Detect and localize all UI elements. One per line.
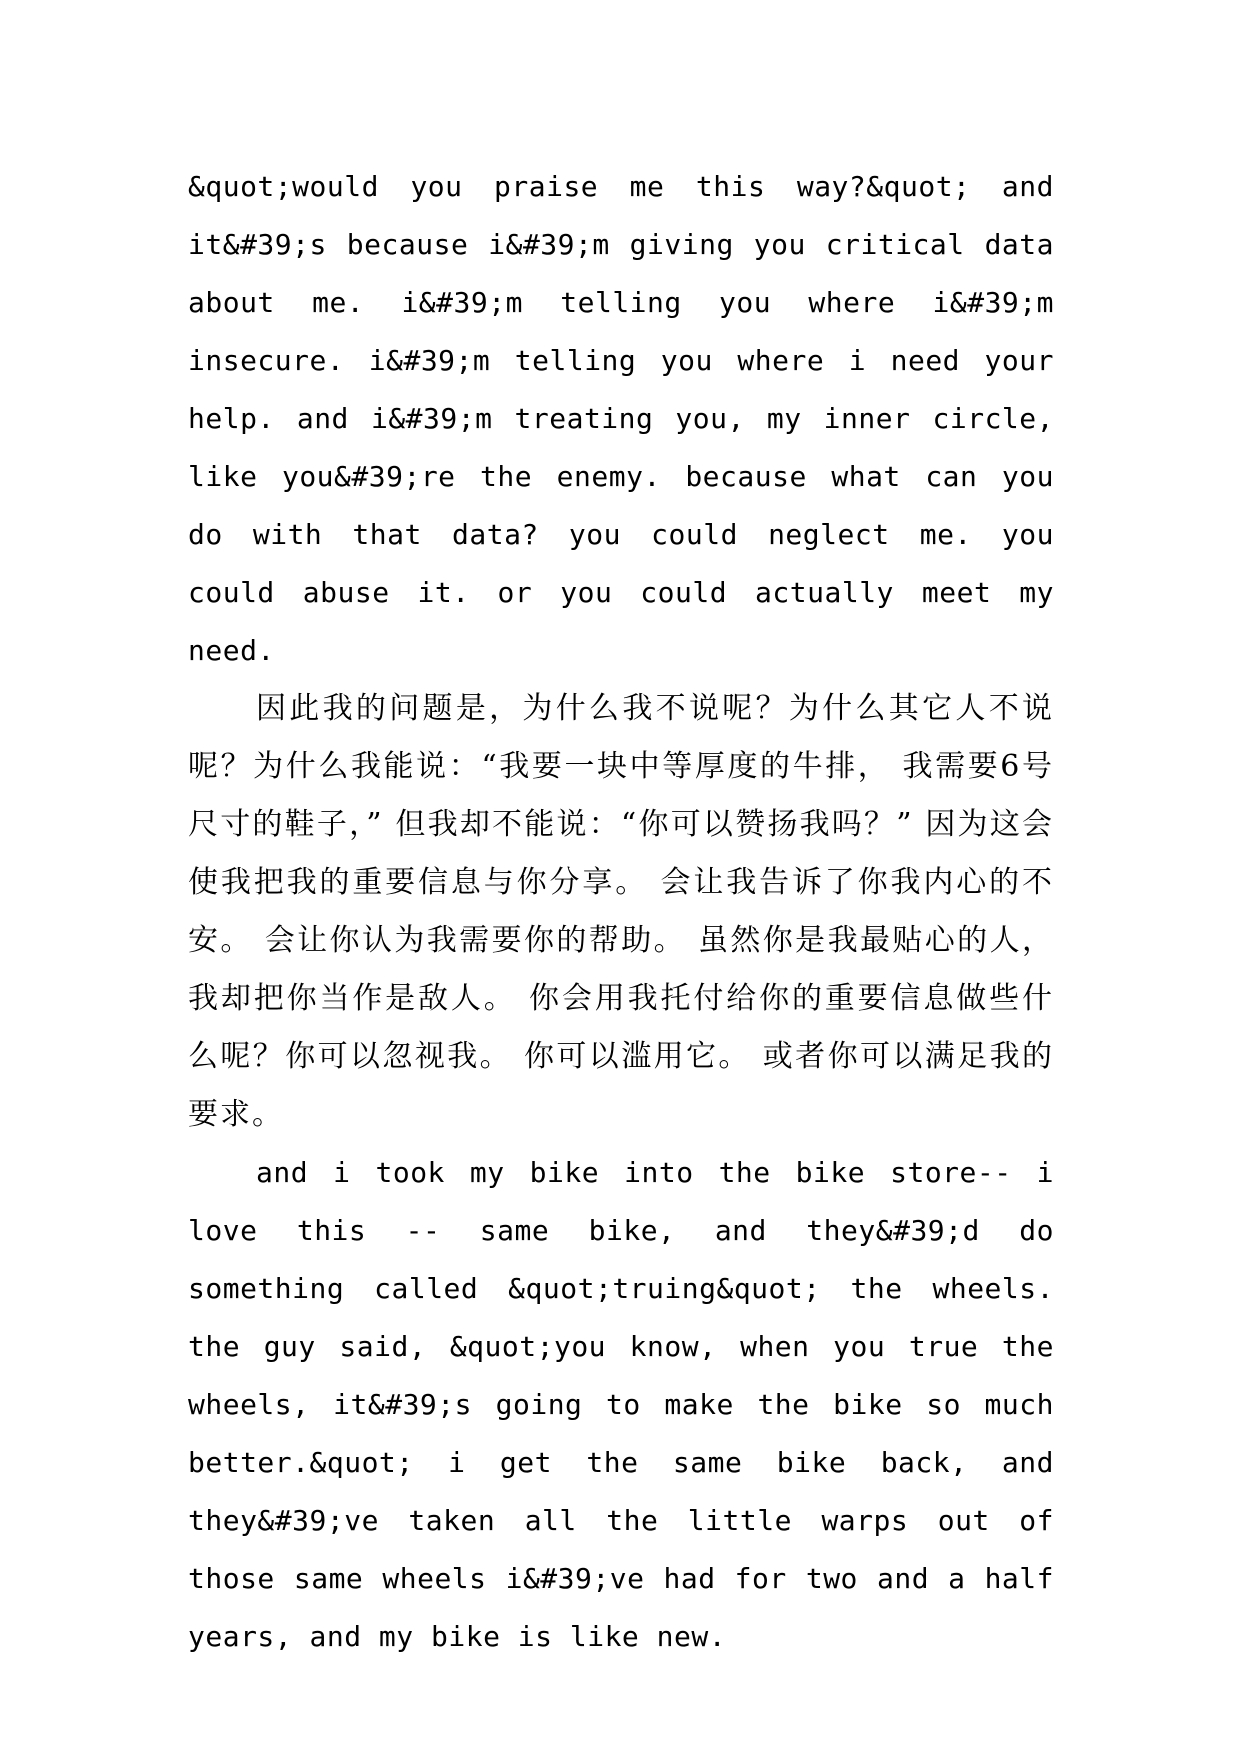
body-text — [188, 158, 1054, 1666]
paragraph-chinese: 因此我的问题是，为什么我不说呢？为什么其它人不说呢？为什么我能说：“我要一块中等厚度的牛排， 我需要6号尺寸的鞋子，” 但我却不能说：“你可以赞扬我吗？” 因为这会使我把我的重要信息与你分享。 会让我告诉了你我内心的不安。 会让你认为我需要你的帮助。 虽然你是我最贴心的人， 我却把你当作是敌人。 你会用我托付给你的重要信息做些什么呢？你可以忽视我。 你可以滥用它。 或者你可以满足我的要求。 — [188, 691, 1054, 1132]
paragraph-english-2: and i took my bike into the bike store-- i love this -- same bike, and they&#39;d do something called &quot;truing&quot; the wheels. the guy said, &quot;you know, when you true the wheels, it&#39;s going to make the bike so much better.&quot; i get the same bike back, and they&#39;ve taken all the little warps out of those same wheels i&#39;ve had for two and a half years, and my bike is like new. — [188, 1156, 1054, 1653]
paragraph-english-1: &quot;would you praise me this way?&quot; and it&#39;s because i&#39;m giving you critical data about me. i&#39;m telling you where i&#39;m insecure. i&#39;m telling you where i need your help. and i&#39;m treating you, my inner circle, like you&#39;re the enemy. because what can you do with that data? you could neglect me. you could abuse it. or you could actually meet my need. — [188, 170, 1054, 667]
